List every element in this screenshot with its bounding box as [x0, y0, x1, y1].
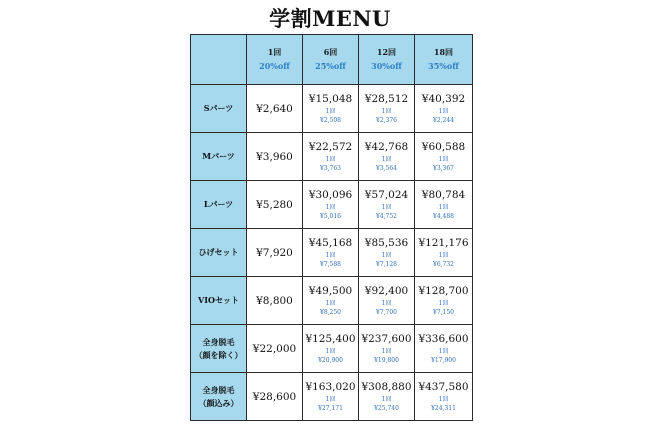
table-body	[191, 85, 473, 421]
per-session-price: ¥2,508	[320, 116, 341, 124]
plan-price-cell	[415, 229, 473, 277]
plan-total-price: ¥45,168	[308, 236, 353, 249]
base-price-cell: ¥22,000	[247, 325, 303, 373]
per-session-label: 1回	[381, 251, 392, 259]
per-session-label: 1回	[325, 395, 336, 403]
plan-price-cell	[303, 373, 359, 421]
row-label-line: （顔を除く）	[194, 349, 243, 360]
plan-total-price: ¥30,096	[308, 188, 353, 201]
table-row	[191, 181, 473, 229]
header-cell	[247, 35, 303, 85]
row-label	[191, 277, 247, 325]
plan-total-price: ¥40,392	[421, 92, 466, 105]
row-label	[191, 373, 247, 421]
table-row	[191, 229, 473, 277]
plan-price-cell	[415, 277, 473, 325]
table-row	[191, 277, 473, 325]
price-table	[190, 34, 473, 421]
plan-total-price: ¥125,400	[305, 332, 356, 345]
per-session-label: 1回	[325, 107, 336, 115]
per-session-price: ¥17,900	[431, 356, 456, 364]
row-label-line: Lパーツ	[203, 199, 234, 209]
table-row	[191, 85, 473, 133]
per-session-price: ¥27,171	[318, 404, 343, 412]
per-session-price: ¥7,128	[376, 260, 397, 268]
per-session-price: ¥19,800	[374, 356, 399, 364]
plan-price-cell	[303, 85, 359, 133]
plan-price-cell	[415, 133, 473, 181]
table-row	[191, 325, 473, 373]
plan-price-cell	[415, 85, 473, 133]
plan-price-cell	[303, 181, 359, 229]
plan-price-cell	[359, 181, 415, 229]
plan-price-cell	[303, 133, 359, 181]
session-count: 18回	[433, 47, 454, 57]
per-session-price: ¥25,740	[374, 404, 399, 412]
table-row	[191, 133, 473, 181]
row-label-line: 全身脱毛	[202, 384, 235, 395]
header-corner-cell	[191, 35, 247, 85]
session-count: 1回	[267, 47, 282, 57]
plan-total-price: ¥308,880	[361, 380, 412, 393]
per-session-price: ¥20,900	[318, 356, 343, 364]
plan-price-cell	[415, 181, 473, 229]
per-session-price: ¥4,488	[433, 212, 454, 220]
plan-total-price: ¥163,020	[305, 380, 356, 393]
per-session-label: 1回	[381, 203, 392, 211]
per-session-price: ¥3,564	[376, 164, 397, 172]
row-label	[191, 133, 247, 181]
per-session-label: 1回	[438, 251, 449, 259]
plan-price-cell	[415, 325, 473, 373]
per-session-price: ¥5,016	[320, 212, 341, 220]
per-session-label: 1回	[381, 347, 392, 355]
plan-total-price: ¥121,176	[418, 236, 469, 249]
plan-total-price: ¥128,700	[418, 284, 469, 297]
per-session-label: 1回	[438, 347, 449, 355]
row-label	[191, 229, 247, 277]
row-label-line: ひげセット	[198, 247, 239, 257]
session-count: 6回	[323, 47, 338, 57]
discount-label: 35%off	[428, 61, 459, 71]
per-session-price: ¥3,367	[433, 164, 454, 172]
plan-price-cell	[359, 325, 415, 373]
base-price-cell: ¥8,800	[247, 277, 303, 325]
plan-total-price: ¥49,500	[308, 284, 353, 297]
plan-total-price: ¥437,580	[418, 380, 469, 393]
plan-total-price: ¥42,768	[364, 140, 409, 153]
plan-total-price: ¥85,536	[364, 236, 409, 249]
per-session-label: 1回	[325, 203, 336, 211]
row-label-line: Sパーツ	[203, 103, 234, 113]
plan-price-cell	[359, 277, 415, 325]
base-price-cell: ¥3,960	[247, 133, 303, 181]
plan-price-cell	[359, 229, 415, 277]
per-session-label: 1回	[381, 299, 392, 307]
per-session-label: 1回	[325, 251, 336, 259]
base-price-cell: ¥2,640	[247, 85, 303, 133]
per-session-label: 1回	[438, 107, 449, 115]
plan-price-cell	[359, 373, 415, 421]
plan-price-cell	[359, 85, 415, 133]
per-session-label: 1回	[325, 155, 336, 163]
per-session-label: 1回	[325, 299, 336, 307]
plan-price-cell	[303, 277, 359, 325]
plan-price-cell	[415, 373, 473, 421]
per-session-price: ¥7,588	[320, 260, 341, 268]
plan-price-cell	[303, 325, 359, 373]
row-label-line: （顔込み）	[198, 397, 239, 408]
per-session-label: 1回	[381, 395, 392, 403]
table-row	[191, 373, 473, 421]
per-session-price: ¥4,752	[376, 212, 397, 220]
per-session-label: 1回	[438, 155, 449, 163]
per-session-label: 1回	[381, 155, 392, 163]
base-price-cell: ¥5,280	[247, 181, 303, 229]
per-session-label: 1回	[438, 395, 449, 403]
header-row	[191, 35, 473, 85]
plan-price-cell	[303, 229, 359, 277]
row-label-line: VIOセット	[198, 295, 239, 305]
header-cell	[415, 35, 473, 85]
per-session-label: 1回	[438, 299, 449, 307]
per-session-label: 1回	[381, 107, 392, 115]
base-price-cell: ¥28,600	[247, 373, 303, 421]
discount-label: 20%off	[259, 61, 290, 71]
per-session-label: 1回	[438, 203, 449, 211]
per-session-price: ¥3,763	[320, 164, 341, 172]
plan-total-price: ¥22,572	[308, 140, 353, 153]
plan-total-price: ¥237,600	[361, 332, 412, 345]
per-session-price: ¥2,244	[433, 116, 454, 124]
row-label	[191, 85, 247, 133]
plan-total-price: ¥60,588	[421, 140, 466, 153]
per-session-price: ¥2,376	[376, 116, 397, 124]
per-session-label: 1回	[325, 347, 336, 355]
menu-title: 学割MENU	[269, 6, 391, 31]
per-session-price: ¥7,150	[433, 308, 454, 316]
discount-label: 30%off	[371, 61, 402, 71]
per-session-price: ¥7,700	[376, 308, 397, 316]
per-session-price: ¥8,250	[320, 308, 341, 316]
per-session-price: ¥24,311	[431, 404, 456, 412]
plan-total-price: ¥15,048	[308, 92, 353, 105]
plan-total-price: ¥28,512	[364, 92, 409, 105]
plan-total-price: ¥336,600	[418, 332, 469, 345]
base-price-cell: ¥7,920	[247, 229, 303, 277]
row-label	[191, 181, 247, 229]
row-label-line: Mパーツ	[202, 151, 235, 161]
row-label	[191, 325, 247, 373]
header-cell	[303, 35, 359, 85]
session-count: 12回	[376, 47, 397, 57]
plan-price-cell	[359, 133, 415, 181]
header-cell	[359, 35, 415, 85]
per-session-price: ¥6,732	[433, 260, 454, 268]
plan-total-price: ¥92,400	[364, 284, 409, 297]
discount-label: 25%off	[315, 61, 346, 71]
plan-total-price: ¥57,024	[364, 188, 409, 201]
plan-total-price: ¥80,784	[421, 188, 466, 201]
row-label-line: 全身脱毛	[202, 336, 235, 347]
